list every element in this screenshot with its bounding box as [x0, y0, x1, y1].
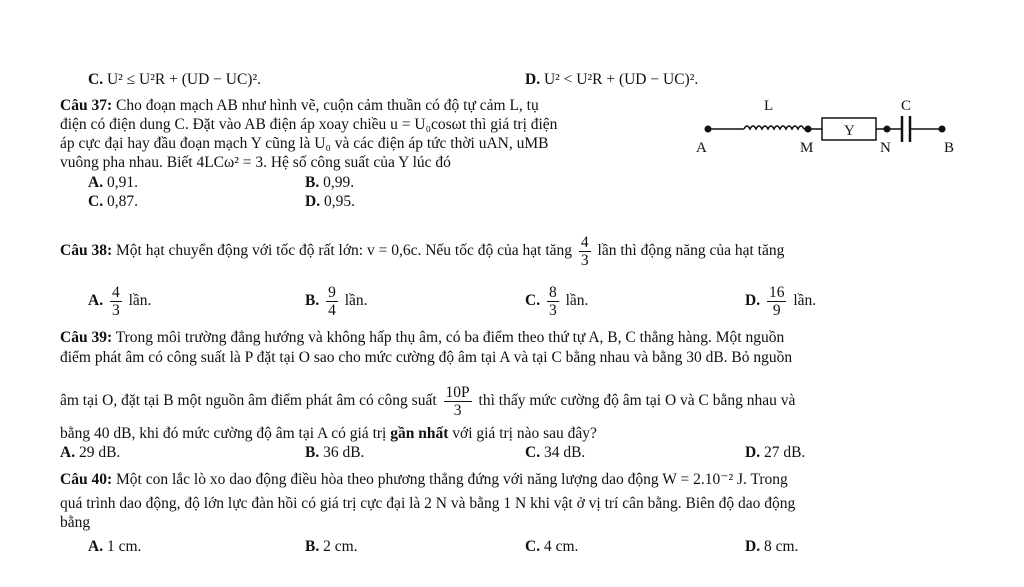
question-text: lần thì động năng của hạt tăng [597, 242, 785, 260]
option-text: 8 cm. [763, 538, 799, 555]
option-text: 0,91. [106, 174, 138, 191]
q37-line-3: áp cực đại hay đầu đoạn mạch Y cũng là U₀ và các điện áp tức thời uAN, uMB [60, 135, 549, 152]
option-text: U² < U²R + (UD − UC)². [543, 71, 699, 88]
q38-option-c[interactable] [525, 284, 588, 319]
q39-line-2: điểm phát âm có công suất là P đặt tại O sao cho mức cường độ âm tại A và tại C bằng nhau và bằng 30 dB. Bỏ nguồn [60, 349, 793, 366]
option-label: C. [525, 538, 541, 555]
question-label: Câu 39: [60, 329, 113, 346]
option-text: 34 dB. [543, 444, 586, 461]
fraction-numerator: 9 [328, 284, 336, 301]
q39-option-b[interactable] [305, 443, 364, 462]
fraction-denominator: 3 [548, 302, 557, 319]
q37-line-2: điện có điện dung C. Đặt vào AB điện áp xoay chiều u = U₀cosωt thì giá trị điện [60, 116, 558, 133]
option-text: 0,95. [323, 193, 355, 210]
q39-option-a[interactable] [60, 443, 120, 462]
option-text: 27 dB. [763, 444, 806, 461]
question-text: thì thấy mức cường độ âm tại O và C bằng nhau và [478, 392, 796, 410]
question-text: bằng 40 dB, khi đó mức cường độ âm tại A có giá trị [60, 425, 387, 442]
question-label: Câu 38: [60, 242, 113, 260]
option-label: B. [305, 292, 320, 310]
option-text: 36 dB. [323, 444, 365, 461]
prev-option-c [88, 70, 261, 89]
q37-line-4: vuông pha nhau. Biết 4LCω² = 3. Hệ số công suất của Y lúc đó [60, 154, 451, 171]
question-text: Trong môi trường đẳng hướng và không hấp thụ âm, có ba điểm theo thứ tự A, B, C thẳng hàng. Một nguồn [115, 329, 785, 346]
fraction [444, 384, 472, 419]
fraction-denominator: 3 [111, 302, 120, 319]
fraction-numerator: 4 [111, 284, 120, 301]
q38-option-d[interactable] [745, 284, 816, 319]
q40-option-d[interactable] [745, 537, 798, 556]
option-label: A. [88, 538, 104, 555]
q40-line-3: bằng [60, 514, 91, 531]
label-a: A [696, 140, 707, 156]
option-label: D. [745, 444, 761, 461]
label-c: C [901, 98, 912, 114]
q38-option-b[interactable] [305, 284, 368, 319]
fraction-denominator: 4 [328, 302, 336, 319]
option-text: 29 dB. [78, 444, 121, 461]
question-label: Câu 37: [60, 97, 113, 114]
q40-line-1 [60, 470, 788, 489]
q40-option-b[interactable] [305, 537, 358, 556]
fraction-denominator: 3 [580, 252, 589, 269]
question-text: Một con lắc lò xo dao động điều hòa theo phương thẳng đứng với năng lượng dao động [115, 471, 659, 488]
label-n: N [880, 140, 891, 156]
option-text: 2 cm. [323, 538, 358, 555]
q37-option-c[interactable] [88, 192, 138, 211]
label-b: B [944, 140, 955, 156]
inductor-coil [744, 126, 804, 129]
question-text: . Trong [743, 471, 788, 488]
option-unit: lần. [793, 292, 817, 310]
q40-option-c[interactable] [525, 537, 578, 556]
fraction [326, 284, 338, 319]
node-m-dot [805, 126, 812, 133]
option-label: C. [88, 193, 104, 210]
q37-option-a[interactable] [88, 173, 138, 192]
label-y: Y [844, 123, 855, 139]
option-unit: lần. [128, 292, 152, 310]
option-label: D. [525, 71, 541, 88]
fraction-numerator: 4 [580, 234, 589, 251]
fraction [579, 234, 591, 269]
option-text: U² ≤ U²R + (UD − UC)². [106, 71, 261, 88]
option-label: A. [60, 444, 76, 461]
option-text: 4 cm. [543, 538, 579, 555]
q37-line-1 [60, 96, 539, 115]
q39-option-d[interactable] [745, 443, 805, 462]
fraction [110, 284, 122, 319]
option-label: B. [305, 174, 320, 191]
option-label: D. [305, 193, 321, 210]
option-label: A. [88, 292, 104, 310]
prev-option-d [525, 70, 698, 89]
option-label: A. [88, 174, 104, 191]
q40-line-2: quá trình dao động, độ lớn lực đàn hồi có giá trị cực đại là 2 N và bằng 1 N khi vật ở vị trí cân bằng. Biên độ dao động [60, 495, 796, 512]
q39-line-3 [60, 384, 795, 419]
option-text: 0,99. [323, 174, 355, 191]
option-text: 1 cm. [106, 538, 142, 555]
option-label: C. [88, 71, 104, 88]
option-label: C. [525, 292, 541, 310]
option-label: D. [745, 292, 761, 310]
q38-option-a[interactable] [88, 284, 151, 319]
option-label: C. [525, 444, 541, 461]
option-text: 0,87. [106, 193, 138, 210]
label-m: M [800, 140, 814, 156]
q39-line-1 [60, 328, 784, 347]
option-label: B. [305, 444, 320, 461]
q38-line-1 [60, 234, 784, 269]
fraction-denominator: 9 [772, 302, 781, 319]
question-text: Một hạt chuyển động với tốc độ rất lớn: v = 0,6c. Nếu tốc độ của hạt tăng [115, 242, 573, 260]
option-unit: lần. [565, 292, 589, 310]
node-a-dot [705, 126, 712, 133]
option-label: B. [305, 538, 320, 555]
question-text: Cho đoạn mạch AB như hình vẽ, cuộn cảm thuần có độ tự cảm L, tụ [115, 97, 539, 114]
fraction-numerator: 8 [548, 284, 557, 301]
q40-option-a[interactable] [88, 537, 141, 556]
fraction-denominator: 3 [453, 402, 462, 419]
q37-option-b[interactable] [305, 173, 354, 192]
q39-option-c[interactable] [525, 443, 585, 462]
fraction [767, 284, 787, 319]
node-b-dot [939, 126, 946, 133]
fraction-numerator: 10P [445, 384, 470, 401]
fraction [547, 284, 559, 319]
question-text: âm tại O, đặt tại B một nguồn âm điểm phát âm có công suất [60, 392, 437, 410]
emphasis-text: gần nhất [390, 425, 449, 442]
q37-option-d[interactable] [305, 192, 355, 211]
node-n-dot [884, 126, 891, 133]
circuit-diagram [692, 96, 982, 156]
option-label: D. [745, 538, 761, 555]
fraction-numerator: 16 [768, 284, 785, 301]
question-text: với giá trị nào sau đây? [452, 425, 597, 442]
q39-line-4 [60, 424, 597, 443]
energy-formula: W = 2.10⁻² J [662, 471, 743, 488]
option-unit: lần. [344, 292, 368, 310]
label-l: L [764, 98, 774, 114]
question-label: Câu 40: [60, 471, 113, 488]
